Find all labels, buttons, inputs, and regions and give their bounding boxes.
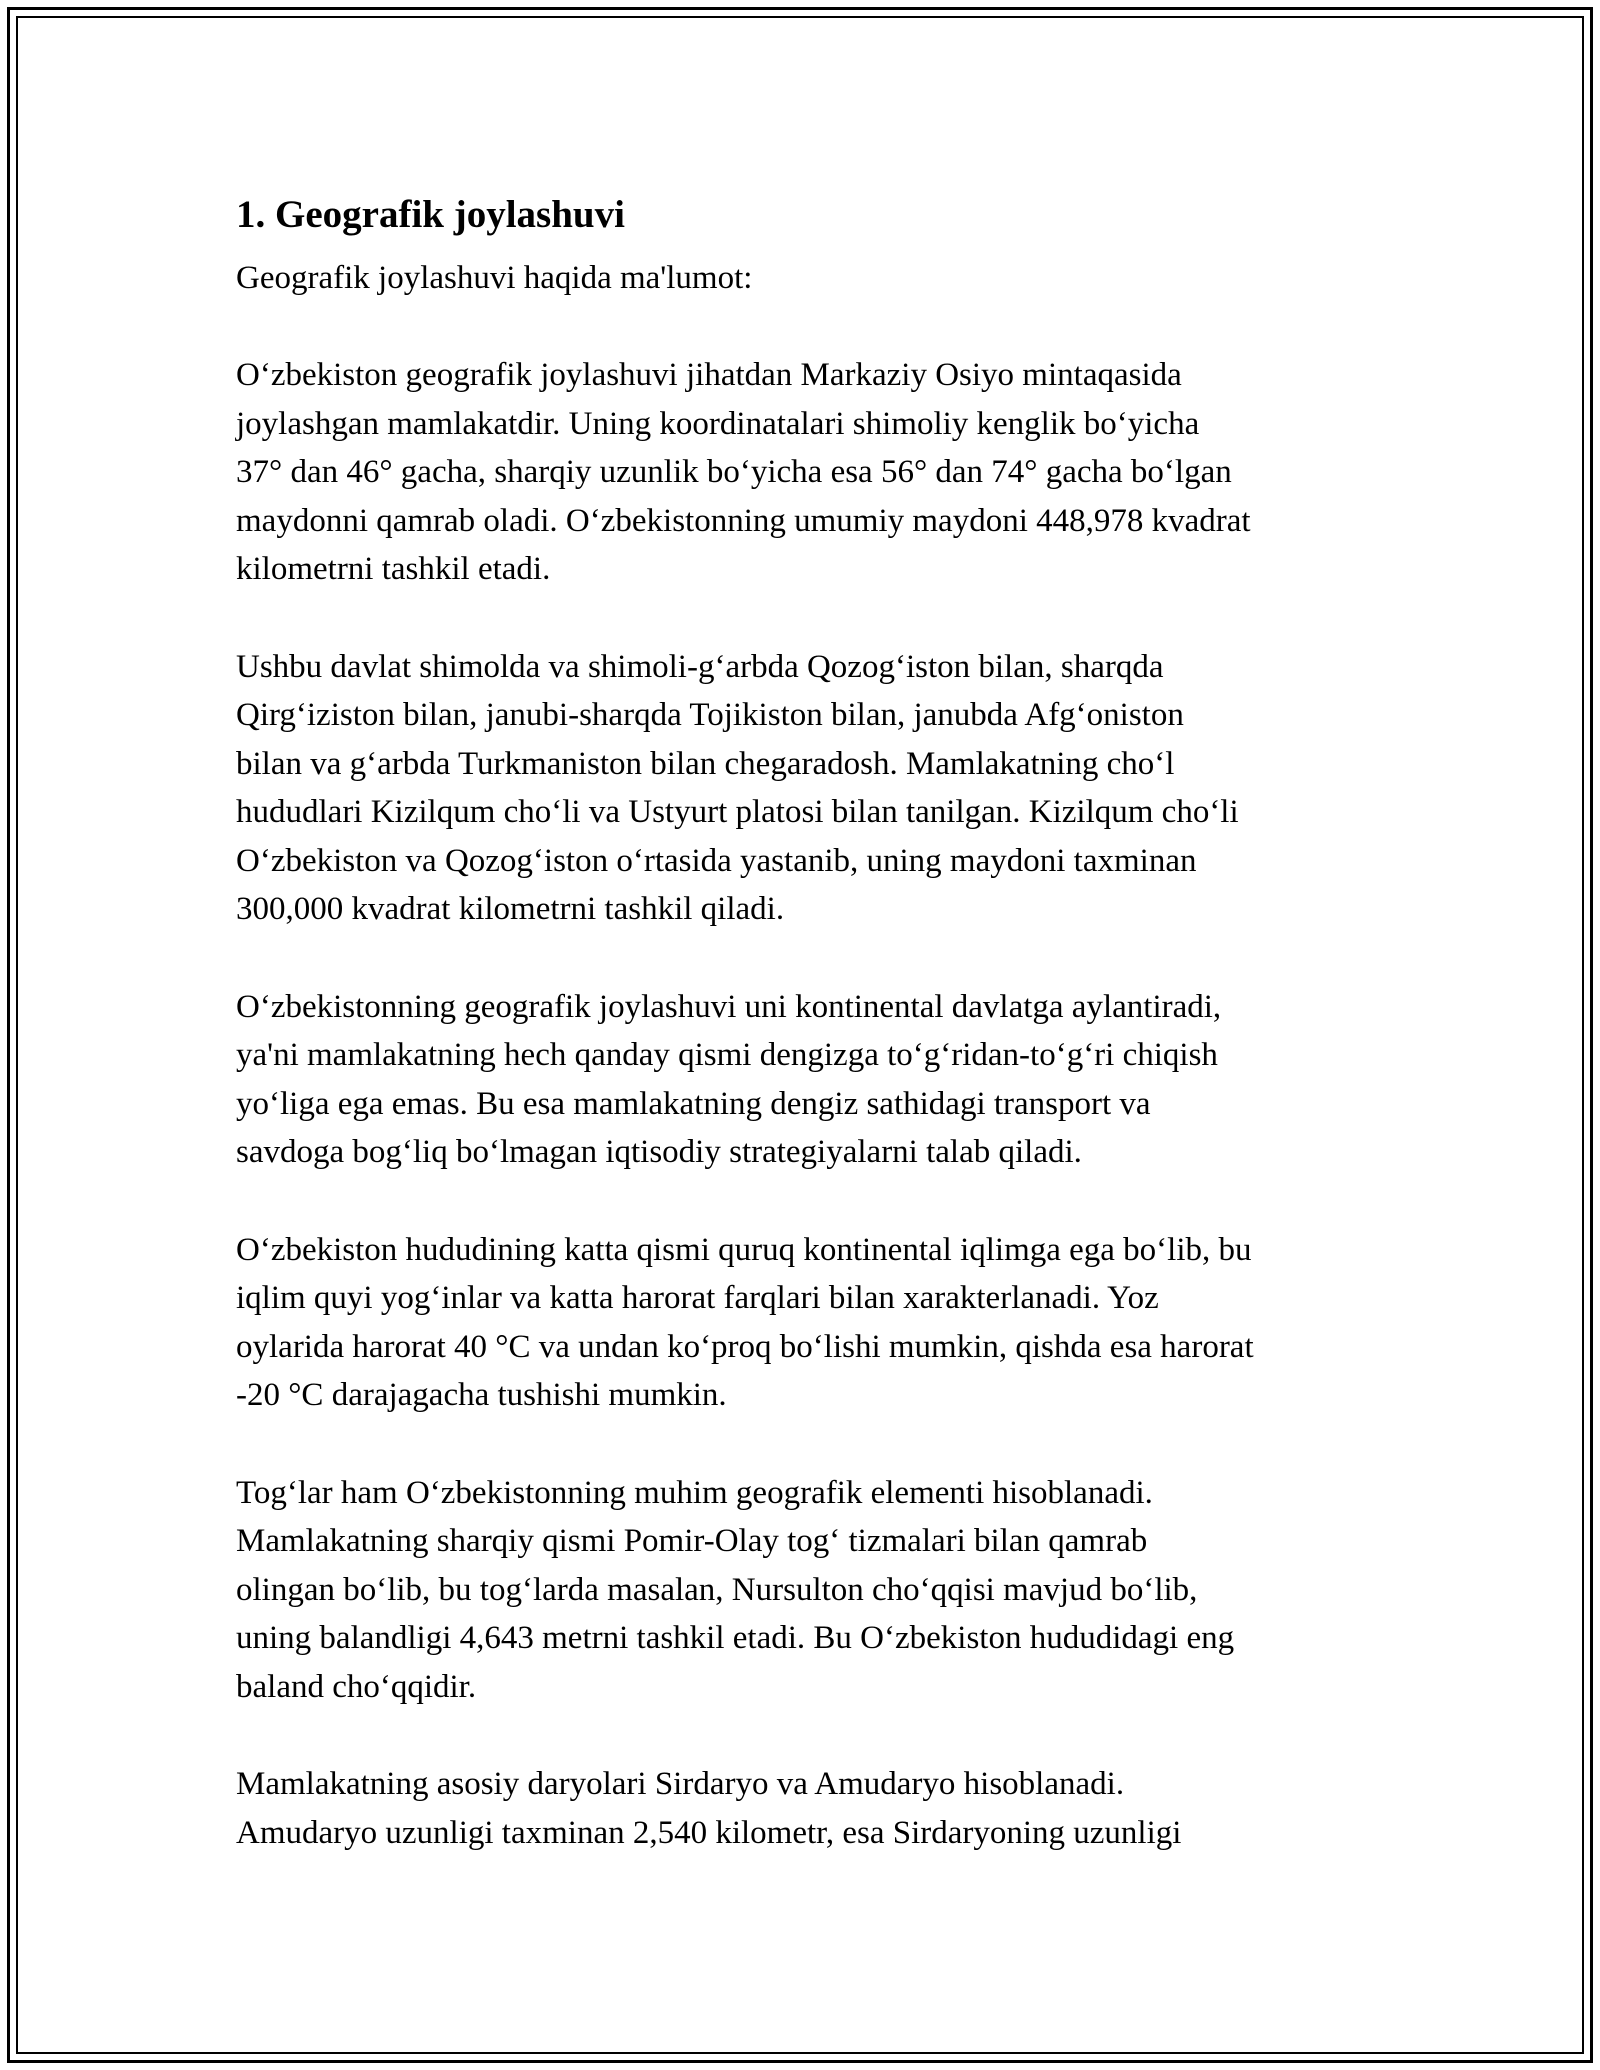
paragraph-line: 300,000 kvadrat kilometrni tashkil qiladi.: [236, 891, 785, 927]
document-body: [236, 186, 1386, 1857]
section-heading: 1. Geografik joylashuvi: [236, 193, 625, 236]
paragraph-line: Amudaryo uzunligi taxminan 2,540 kilometr, esa Sirdaryoning uzunligi: [236, 1814, 1182, 1851]
paragraph-rivers: [236, 1760, 1386, 1857]
paragraph-line: Ushbu davlat shimolda va shimoli-g‘arbda Qozog‘iston bilan, sharqda: [236, 648, 1164, 685]
paragraph-landlocked: [236, 983, 1386, 1177]
paragraph-borders: [236, 643, 1386, 934]
intro-line: Geografik joylashuvi haqida ma'lumot:: [236, 260, 753, 296]
paragraph-line: 37° dan 46° gacha, sharqiy uzunlik bo‘yicha esa 56° dan 74° gacha bo‘lgan: [236, 454, 1232, 490]
paragraph-climate: [236, 1226, 1386, 1420]
paragraph-line: Mamlakatning asosiy daryolari Sirdaryo va Amudaryo hisoblanadi.: [236, 1766, 1125, 1802]
paragraph-line: yo‘liga ega emas. Bu esa mamlakatning dengiz sathidagi transport va: [236, 1085, 1151, 1122]
paragraph-line: O‘zbekiston geografik joylashuvi jihatdan Markaziy Osiyo mintaqasida: [236, 357, 1182, 393]
paragraph-line: hududlari Kizilqum cho‘li va Ustyurt platosi bilan tanilgan. Kizilqum cho‘li: [236, 794, 1239, 830]
paragraph-line: Tog‘lar ham O‘zbekistonning muhim geografik elementi hisoblanadi.: [236, 1474, 1153, 1511]
paragraph-line: Mamlakatning sharqiy qismi Pomir-Olay tog‘ tizmalari bilan qamrab: [236, 1523, 1148, 1559]
paragraph-line: joylashgan mamlakatdir. Uning koordinatalari shimoliy kenglik bo‘yicha: [236, 405, 1200, 442]
paragraph-line: maydonni qamrab oladi. O‘zbekistonning umumiy maydoni 448,978 kvadrat: [236, 502, 1251, 539]
paragraph-line: O‘zbekistonning geografik joylashuvi uni kontinental davlatga aylantiradi,: [236, 988, 1222, 1025]
paragraph-line: olingan bo‘lib, bu tog‘larda masalan, Nursulton cho‘qqisi mavjud bo‘lib,: [236, 1571, 1198, 1608]
paragraph-location: [236, 351, 1386, 594]
paragraph-line: uning balandligi 4,643 metrni tashkil etadi. Bu O‘zbekiston hududidagi eng: [236, 1620, 1235, 1656]
paragraph-line: O‘zbekiston va Qozog‘iston o‘rtasida yastanib, uning maydoni taxminan: [236, 842, 1197, 879]
paragraph-line: savdoga bog‘liq bo‘lmagan iqtisodiy strategiyalarni talab qiladi.: [236, 1134, 1082, 1170]
paragraph-mountains: [236, 1469, 1386, 1712]
paragraph-line: ya'ni mamlakatning hech qanday qismi dengizga to‘g‘ridan-to‘g‘ri chiqish: [236, 1037, 1218, 1073]
paragraph-line: bilan va g‘arbda Turkmaniston bilan chegaradosh. Mamlakatning cho‘l: [236, 745, 1175, 782]
paragraph-line: oylarida harorat 40 °C va undan ko‘proq bo‘lishi mumkin, qishda esa harorat: [236, 1328, 1254, 1365]
paragraph-line: -20 °C darajagacha tushishi mumkin.: [236, 1377, 727, 1413]
paragraph-line: kilometrni tashkil etadi.: [236, 551, 551, 587]
paragraph-line: Qirg‘iziston bilan, janubi-sharqda Tojikiston bilan, janubda Afg‘oniston: [236, 697, 1184, 733]
paragraph-line: baland cho‘qqidir.: [236, 1668, 477, 1705]
paragraph-line: iqlim quyi yog‘inlar va katta harorat farqlari bilan xarakterlanadi. Yoz: [236, 1280, 1159, 1316]
paragraph-line: O‘zbekiston hududining katta qismi quruq kontinental iqlimga ega bo‘lib, bu: [236, 1231, 1252, 1268]
